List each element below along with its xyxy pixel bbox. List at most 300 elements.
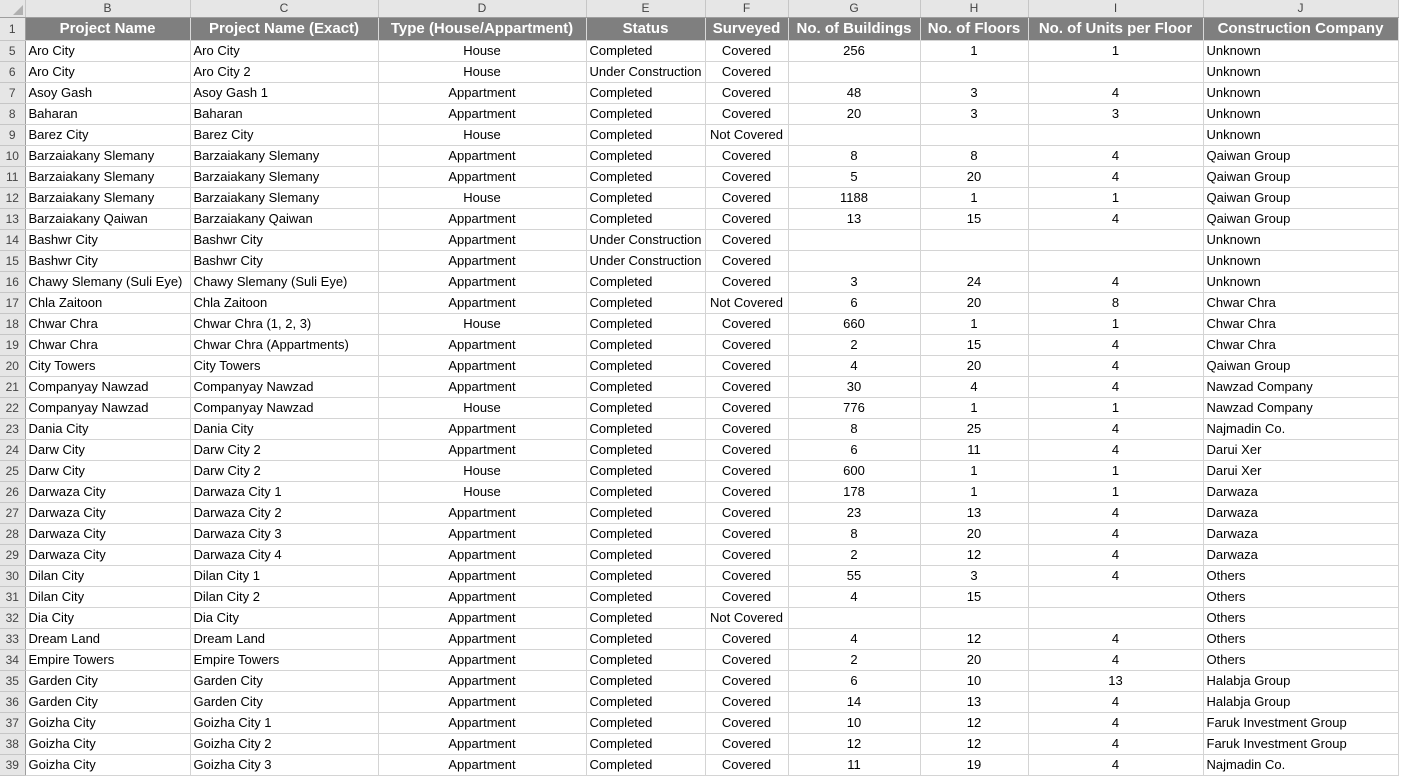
row-number[interactable]: 10 [0, 146, 25, 167]
cell-e[interactable]: Completed [586, 734, 705, 755]
cell-c[interactable]: City Towers [190, 356, 378, 377]
cell-i[interactable]: 4 [1028, 650, 1203, 671]
cell-b[interactable]: Chwar Chra [25, 335, 190, 356]
cell-b[interactable]: Dia City [25, 608, 190, 629]
cell-d[interactable]: Appartment [378, 356, 586, 377]
cell-i[interactable]: 4 [1028, 566, 1203, 587]
cell-g[interactable]: 178 [788, 482, 920, 503]
cell-g[interactable]: 13 [788, 209, 920, 230]
cell-b[interactable]: Darwaza City [25, 545, 190, 566]
cell-h[interactable]: 12 [920, 713, 1028, 734]
cell-b[interactable]: Empire Towers [25, 650, 190, 671]
row-number[interactable]: 1 [0, 18, 25, 41]
cell-b[interactable]: Goizha City [25, 713, 190, 734]
cell-b[interactable]: Dilan City [25, 566, 190, 587]
cell-j[interactable]: Nawzad Company [1203, 377, 1398, 398]
cell-g[interactable]: 2 [788, 335, 920, 356]
cell-i[interactable]: 4 [1028, 419, 1203, 440]
cell-d[interactable]: House [378, 314, 586, 335]
row-number[interactable]: 35 [0, 671, 25, 692]
cell-b[interactable]: Companyay Nawzad [25, 398, 190, 419]
cell-j[interactable]: Qaiwan Group [1203, 146, 1398, 167]
cell-h[interactable] [920, 62, 1028, 83]
cell-e[interactable]: Completed [586, 83, 705, 104]
cell-f[interactable]: Covered [705, 104, 788, 125]
cell-f[interactable]: Covered [705, 314, 788, 335]
cell-d[interactable]: Appartment [378, 629, 586, 650]
cell-b[interactable]: Chla Zaitoon [25, 293, 190, 314]
cell-b[interactable]: Darwaza City [25, 482, 190, 503]
cell-j[interactable]: Halabja Group [1203, 671, 1398, 692]
cell-g[interactable] [788, 251, 920, 272]
cell-i[interactable] [1028, 251, 1203, 272]
header-cell[interactable]: Project Name (Exact) [190, 18, 378, 41]
cell-i[interactable]: 4 [1028, 755, 1203, 776]
cell-j[interactable]: Unknown [1203, 62, 1398, 83]
cell-g[interactable]: 6 [788, 671, 920, 692]
column-header-g[interactable]: G [788, 0, 920, 18]
cell-e[interactable]: Completed [586, 713, 705, 734]
cell-g[interactable]: 4 [788, 356, 920, 377]
cell-g[interactable]: 6 [788, 440, 920, 461]
cell-e[interactable]: Completed [586, 440, 705, 461]
cell-d[interactable]: Appartment [378, 650, 586, 671]
cell-h[interactable]: 10 [920, 671, 1028, 692]
cell-d[interactable]: Appartment [378, 146, 586, 167]
cell-d[interactable]: Appartment [378, 440, 586, 461]
header-cell[interactable]: Surveyed [705, 18, 788, 41]
cell-j[interactable]: Qaiwan Group [1203, 188, 1398, 209]
cell-j[interactable]: Darwaza [1203, 503, 1398, 524]
cell-h[interactable]: 15 [920, 209, 1028, 230]
row-number[interactable]: 34 [0, 650, 25, 671]
cell-i[interactable]: 4 [1028, 734, 1203, 755]
cell-c[interactable]: Chla Zaitoon [190, 293, 378, 314]
cell-j[interactable]: Darwaza [1203, 545, 1398, 566]
cell-j[interactable]: Unknown [1203, 272, 1398, 293]
cell-d[interactable]: Appartment [378, 503, 586, 524]
cell-j[interactable]: Unknown [1203, 125, 1398, 146]
cell-e[interactable]: Completed [586, 566, 705, 587]
cell-d[interactable]: Appartment [378, 608, 586, 629]
cell-h[interactable]: 25 [920, 419, 1028, 440]
cell-e[interactable]: Completed [586, 503, 705, 524]
cell-b[interactable]: Dream Land [25, 629, 190, 650]
cell-f[interactable]: Covered [705, 146, 788, 167]
cell-j[interactable]: Chwar Chra [1203, 293, 1398, 314]
cell-e[interactable]: Completed [586, 293, 705, 314]
cell-c[interactable]: Asoy Gash 1 [190, 83, 378, 104]
cell-d[interactable]: Appartment [378, 566, 586, 587]
column-header-e[interactable]: E [586, 0, 705, 18]
cell-i[interactable]: 4 [1028, 377, 1203, 398]
cell-h[interactable]: 12 [920, 545, 1028, 566]
cell-f[interactable]: Covered [705, 251, 788, 272]
cell-c[interactable]: Chawy Slemany (Suli Eye) [190, 272, 378, 293]
cell-i[interactable] [1028, 587, 1203, 608]
cell-j[interactable]: Unknown [1203, 83, 1398, 104]
cell-f[interactable]: Covered [705, 503, 788, 524]
cell-f[interactable]: Covered [705, 335, 788, 356]
column-header-b[interactable]: B [25, 0, 190, 18]
cell-j[interactable]: Qaiwan Group [1203, 209, 1398, 230]
cell-g[interactable] [788, 608, 920, 629]
cell-b[interactable]: Baharan [25, 104, 190, 125]
cell-g[interactable] [788, 125, 920, 146]
cell-g[interactable]: 23 [788, 503, 920, 524]
cell-c[interactable]: Darw City 2 [190, 461, 378, 482]
cell-f[interactable]: Covered [705, 566, 788, 587]
cell-g[interactable]: 11 [788, 755, 920, 776]
cell-h[interactable]: 4 [920, 377, 1028, 398]
cell-j[interactable]: Others [1203, 608, 1398, 629]
cell-b[interactable]: Aro City [25, 41, 190, 62]
cell-g[interactable]: 12 [788, 734, 920, 755]
cell-g[interactable]: 55 [788, 566, 920, 587]
row-number[interactable]: 24 [0, 440, 25, 461]
cell-i[interactable]: 4 [1028, 503, 1203, 524]
cell-f[interactable]: Covered [705, 755, 788, 776]
row-number[interactable]: 22 [0, 398, 25, 419]
cell-h[interactable]: 1 [920, 188, 1028, 209]
cell-f[interactable]: Covered [705, 272, 788, 293]
cell-e[interactable]: Completed [586, 650, 705, 671]
cell-h[interactable]: 24 [920, 272, 1028, 293]
cell-e[interactable]: Completed [586, 314, 705, 335]
cell-c[interactable]: Barzaiakany Qaiwan [190, 209, 378, 230]
cell-d[interactable]: Appartment [378, 377, 586, 398]
cell-b[interactable]: Darwaza City [25, 503, 190, 524]
cell-f[interactable]: Covered [705, 398, 788, 419]
cell-e[interactable]: Completed [586, 671, 705, 692]
row-number[interactable]: 29 [0, 545, 25, 566]
cell-b[interactable]: City Towers [25, 356, 190, 377]
cell-e[interactable]: Completed [586, 524, 705, 545]
cell-i[interactable]: 8 [1028, 293, 1203, 314]
cell-b[interactable]: Dilan City [25, 587, 190, 608]
row-number[interactable]: 11 [0, 167, 25, 188]
cell-j[interactable]: Others [1203, 587, 1398, 608]
cell-e[interactable]: Completed [586, 209, 705, 230]
cell-i[interactable]: 4 [1028, 524, 1203, 545]
cell-i[interactable]: 1 [1028, 188, 1203, 209]
cell-c[interactable]: Chwar Chra (Appartments) [190, 335, 378, 356]
cell-h[interactable]: 20 [920, 293, 1028, 314]
cell-f[interactable]: Covered [705, 629, 788, 650]
cell-b[interactable]: Bashwr City [25, 251, 190, 272]
cell-e[interactable]: Under Construction [586, 62, 705, 83]
row-number[interactable]: 21 [0, 377, 25, 398]
row-number[interactable]: 33 [0, 629, 25, 650]
cell-g[interactable]: 20 [788, 104, 920, 125]
cell-h[interactable]: 13 [920, 503, 1028, 524]
cell-f[interactable]: Not Covered [705, 125, 788, 146]
cell-b[interactable]: Barzaiakany Slemany [25, 167, 190, 188]
cell-f[interactable]: Covered [705, 692, 788, 713]
cell-j[interactable]: Others [1203, 650, 1398, 671]
cell-e[interactable]: Completed [586, 419, 705, 440]
cell-i[interactable]: 13 [1028, 671, 1203, 692]
cell-e[interactable]: Completed [586, 335, 705, 356]
cell-h[interactable]: 1 [920, 314, 1028, 335]
cell-h[interactable]: 1 [920, 398, 1028, 419]
cell-h[interactable] [920, 125, 1028, 146]
row-number[interactable]: 9 [0, 125, 25, 146]
row-number[interactable]: 20 [0, 356, 25, 377]
row-number[interactable]: 5 [0, 41, 25, 62]
cell-g[interactable]: 2 [788, 650, 920, 671]
cell-e[interactable]: Completed [586, 125, 705, 146]
row-number[interactable]: 8 [0, 104, 25, 125]
cell-i[interactable]: 3 [1028, 104, 1203, 125]
cell-c[interactable]: Goizha City 3 [190, 755, 378, 776]
cell-j[interactable]: Darui Xer [1203, 440, 1398, 461]
cell-e[interactable]: Completed [586, 356, 705, 377]
select-all-triangle-icon[interactable] [13, 5, 23, 15]
cell-i[interactable] [1028, 230, 1203, 251]
cell-c[interactable]: Dia City [190, 608, 378, 629]
row-number[interactable]: 13 [0, 209, 25, 230]
cell-c[interactable]: Companyay Nawzad [190, 398, 378, 419]
row-number[interactable]: 6 [0, 62, 25, 83]
row-number[interactable]: 39 [0, 755, 25, 776]
cell-f[interactable]: Covered [705, 41, 788, 62]
cell-j[interactable]: Unknown [1203, 104, 1398, 125]
row-number[interactable]: 15 [0, 251, 25, 272]
cell-g[interactable]: 2 [788, 545, 920, 566]
cell-d[interactable]: Appartment [378, 671, 586, 692]
cell-f[interactable]: Covered [705, 440, 788, 461]
cell-d[interactable]: Appartment [378, 251, 586, 272]
cell-d[interactable]: House [378, 62, 586, 83]
cell-c[interactable]: Bashwr City [190, 251, 378, 272]
column-header-f[interactable]: F [705, 0, 788, 18]
cell-i[interactable]: 4 [1028, 167, 1203, 188]
cell-f[interactable]: Covered [705, 461, 788, 482]
cell-b[interactable]: Garden City [25, 671, 190, 692]
header-cell[interactable]: No. of Units per Floor [1028, 18, 1203, 41]
cell-d[interactable]: Appartment [378, 524, 586, 545]
row-number[interactable]: 38 [0, 734, 25, 755]
cell-g[interactable]: 3 [788, 272, 920, 293]
row-number[interactable]: 27 [0, 503, 25, 524]
cell-j[interactable]: Nawzad Company [1203, 398, 1398, 419]
cell-g[interactable]: 14 [788, 692, 920, 713]
cell-b[interactable]: Darw City [25, 461, 190, 482]
cell-i[interactable]: 1 [1028, 314, 1203, 335]
cell-f[interactable]: Covered [705, 188, 788, 209]
cell-e[interactable]: Completed [586, 272, 705, 293]
cell-j[interactable]: Chwar Chra [1203, 335, 1398, 356]
cell-h[interactable]: 12 [920, 629, 1028, 650]
cell-b[interactable]: Dania City [25, 419, 190, 440]
cell-c[interactable]: Dania City [190, 419, 378, 440]
cell-h[interactable]: 11 [920, 440, 1028, 461]
cell-i[interactable]: 4 [1028, 629, 1203, 650]
cell-c[interactable]: Dilan City 1 [190, 566, 378, 587]
cell-b[interactable]: Darwaza City [25, 524, 190, 545]
cell-c[interactable]: Barzaiakany Slemany [190, 146, 378, 167]
cell-d[interactable]: Appartment [378, 167, 586, 188]
cell-f[interactable]: Covered [705, 230, 788, 251]
select-all-corner[interactable] [0, 0, 25, 18]
cell-b[interactable]: Goizha City [25, 755, 190, 776]
cell-h[interactable]: 1 [920, 461, 1028, 482]
row-number[interactable]: 23 [0, 419, 25, 440]
cell-h[interactable]: 15 [920, 335, 1028, 356]
cell-j[interactable]: Qaiwan Group [1203, 167, 1398, 188]
cell-b[interactable]: Barzaiakany Qaiwan [25, 209, 190, 230]
cell-h[interactable]: 15 [920, 587, 1028, 608]
cell-f[interactable]: Covered [705, 356, 788, 377]
cell-g[interactable]: 4 [788, 587, 920, 608]
cell-g[interactable]: 30 [788, 377, 920, 398]
cell-f[interactable]: Covered [705, 734, 788, 755]
cell-d[interactable]: House [378, 461, 586, 482]
cell-g[interactable]: 10 [788, 713, 920, 734]
cell-f[interactable]: Covered [705, 209, 788, 230]
cell-j[interactable]: Unknown [1203, 41, 1398, 62]
cell-g[interactable]: 256 [788, 41, 920, 62]
cell-c[interactable]: Dream Land [190, 629, 378, 650]
cell-d[interactable]: Appartment [378, 692, 586, 713]
cell-h[interactable] [920, 251, 1028, 272]
cell-j[interactable]: Unknown [1203, 230, 1398, 251]
cell-i[interactable]: 4 [1028, 83, 1203, 104]
cell-b[interactable]: Aro City [25, 62, 190, 83]
cell-c[interactable]: Darwaza City 2 [190, 503, 378, 524]
cell-c[interactable]: Aro City 2 [190, 62, 378, 83]
row-number[interactable]: 12 [0, 188, 25, 209]
row-number[interactable]: 16 [0, 272, 25, 293]
cell-f[interactable]: Covered [705, 545, 788, 566]
cell-i[interactable]: 4 [1028, 692, 1203, 713]
cell-i[interactable]: 1 [1028, 41, 1203, 62]
cell-h[interactable]: 3 [920, 566, 1028, 587]
cell-j[interactable]: Unknown [1203, 251, 1398, 272]
cell-d[interactable]: Appartment [378, 272, 586, 293]
cell-h[interactable]: 13 [920, 692, 1028, 713]
cell-g[interactable]: 6 [788, 293, 920, 314]
cell-c[interactable]: Goizha City 1 [190, 713, 378, 734]
cell-i[interactable]: 4 [1028, 713, 1203, 734]
cell-d[interactable]: Appartment [378, 230, 586, 251]
column-header-h[interactable]: H [920, 0, 1028, 18]
cell-f[interactable]: Covered [705, 650, 788, 671]
cell-d[interactable]: House [378, 41, 586, 62]
cell-d[interactable]: House [378, 482, 586, 503]
cell-d[interactable]: Appartment [378, 104, 586, 125]
cell-c[interactable]: Bashwr City [190, 230, 378, 251]
cell-e[interactable]: Completed [586, 755, 705, 776]
cell-j[interactable]: Najmadin Co. [1203, 755, 1398, 776]
cell-j[interactable]: Darwaza [1203, 482, 1398, 503]
cell-d[interactable]: Appartment [378, 209, 586, 230]
cell-e[interactable]: Completed [586, 377, 705, 398]
cell-i[interactable]: 4 [1028, 146, 1203, 167]
cell-h[interactable]: 20 [920, 167, 1028, 188]
cell-f[interactable]: Covered [705, 419, 788, 440]
cell-h[interactable]: 20 [920, 524, 1028, 545]
row-number[interactable]: 28 [0, 524, 25, 545]
row-number[interactable]: 19 [0, 335, 25, 356]
cell-c[interactable]: Companyay Nawzad [190, 377, 378, 398]
row-number[interactable]: 7 [0, 83, 25, 104]
row-number[interactable]: 37 [0, 713, 25, 734]
cell-f[interactable]: Covered [705, 62, 788, 83]
cell-g[interactable]: 8 [788, 146, 920, 167]
cell-c[interactable]: Baharan [190, 104, 378, 125]
cell-h[interactable] [920, 608, 1028, 629]
cell-h[interactable]: 20 [920, 356, 1028, 377]
cell-f[interactable]: Covered [705, 671, 788, 692]
header-cell[interactable]: Project Name [25, 18, 190, 41]
cell-b[interactable]: Chawy Slemany (Suli Eye) [25, 272, 190, 293]
cell-b[interactable]: Chwar Chra [25, 314, 190, 335]
cell-h[interactable]: 1 [920, 482, 1028, 503]
cell-f[interactable]: Covered [705, 524, 788, 545]
cell-d[interactable]: Appartment [378, 83, 586, 104]
cell-c[interactable]: Barzaiakany Slemany [190, 188, 378, 209]
cell-g[interactable]: 8 [788, 524, 920, 545]
cell-g[interactable]: 5 [788, 167, 920, 188]
column-header-i[interactable]: I [1028, 0, 1203, 18]
cell-h[interactable]: 1 [920, 41, 1028, 62]
cell-f[interactable]: Covered [705, 587, 788, 608]
cell-c[interactable]: Barzaiakany Slemany [190, 167, 378, 188]
header-cell[interactable]: No. of Buildings [788, 18, 920, 41]
cell-j[interactable]: Faruk Investment Group [1203, 734, 1398, 755]
cell-i[interactable]: 1 [1028, 398, 1203, 419]
header-cell[interactable]: Construction Company [1203, 18, 1398, 41]
cell-h[interactable]: 12 [920, 734, 1028, 755]
cell-c[interactable]: Garden City [190, 692, 378, 713]
cell-e[interactable]: Completed [586, 188, 705, 209]
cell-d[interactable]: Appartment [378, 419, 586, 440]
cell-g[interactable]: 48 [788, 83, 920, 104]
cell-e[interactable]: Completed [586, 608, 705, 629]
header-cell[interactable]: Type (House/Appartment) [378, 18, 586, 41]
cell-e[interactable]: Completed [586, 587, 705, 608]
row-number[interactable]: 31 [0, 587, 25, 608]
cell-h[interactable]: 3 [920, 104, 1028, 125]
cell-f[interactable]: Covered [705, 482, 788, 503]
cell-c[interactable]: Darwaza City 3 [190, 524, 378, 545]
cell-d[interactable]: Appartment [378, 545, 586, 566]
cell-f[interactable]: Covered [705, 167, 788, 188]
cell-e[interactable]: Under Construction [586, 230, 705, 251]
cell-e[interactable]: Completed [586, 692, 705, 713]
cell-c[interactable]: Darwaza City 4 [190, 545, 378, 566]
cell-j[interactable]: Chwar Chra [1203, 314, 1398, 335]
header-cell[interactable]: Status [586, 18, 705, 41]
cell-i[interactable] [1028, 125, 1203, 146]
cell-d[interactable]: Appartment [378, 293, 586, 314]
cell-j[interactable]: Darwaza [1203, 524, 1398, 545]
cell-h[interactable]: 19 [920, 755, 1028, 776]
row-number[interactable]: 14 [0, 230, 25, 251]
cell-c[interactable]: Goizha City 2 [190, 734, 378, 755]
cell-j[interactable]: Faruk Investment Group [1203, 713, 1398, 734]
cell-c[interactable]: Dilan City 2 [190, 587, 378, 608]
cell-e[interactable]: Completed [586, 482, 705, 503]
cell-d[interactable]: Appartment [378, 335, 586, 356]
cell-e[interactable]: Completed [586, 398, 705, 419]
cell-g[interactable]: 1188 [788, 188, 920, 209]
cell-i[interactable]: 4 [1028, 356, 1203, 377]
cell-d[interactable]: House [378, 125, 586, 146]
cell-i[interactable] [1028, 62, 1203, 83]
